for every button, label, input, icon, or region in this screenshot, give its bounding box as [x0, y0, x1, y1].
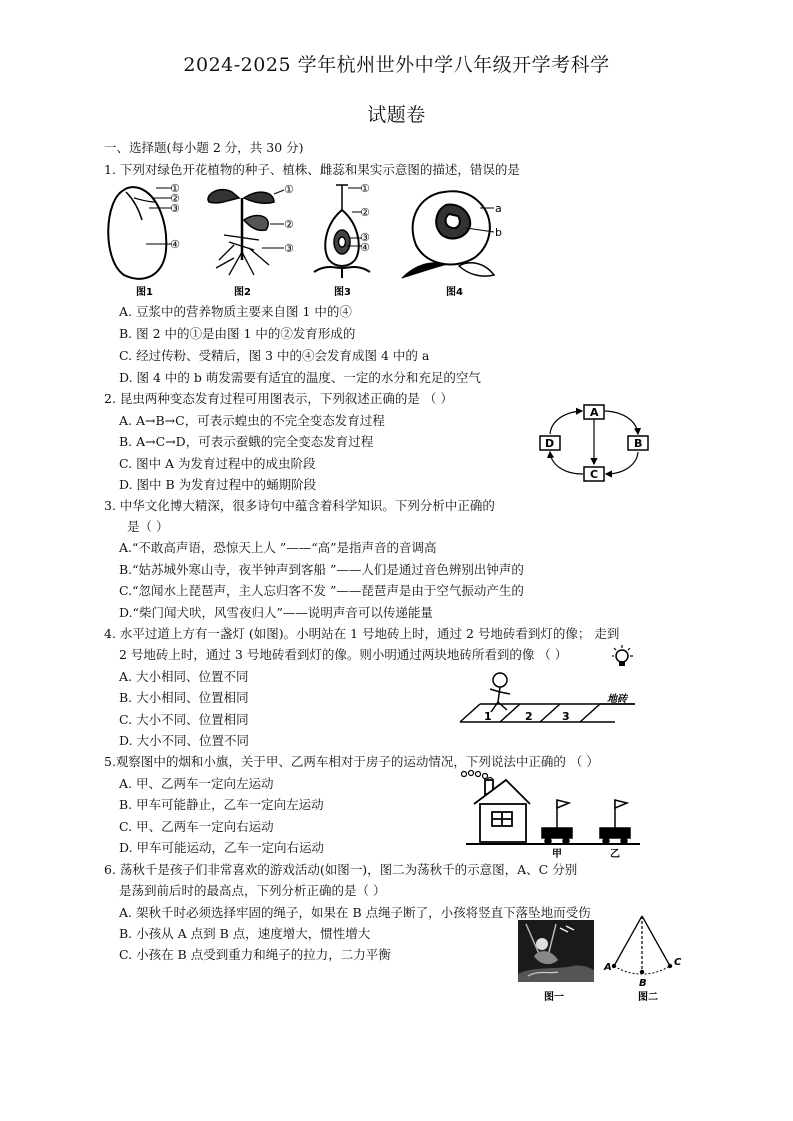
fig2-marker-1: ① [284, 183, 294, 196]
fig1-seed [108, 187, 172, 279]
q4-stem-line2: 2 号地砖上时，通过 3 号地砖看到灯的像。则小明通过两块地砖所看到的像 （ ） [119, 647, 568, 662]
q1-plant-figures [104, 180, 504, 305]
fig1-marker-1: ① [170, 182, 180, 195]
fig2-seedling [208, 190, 284, 275]
q3-option-a: A.“不敢高声语，恐惊天上人 ”——“高”是指声音的音调高 [119, 540, 437, 555]
fig4-label-a: a [495, 202, 502, 215]
node-b: B [634, 437, 643, 450]
point-c: C [674, 957, 682, 968]
q6-stem-line2: 是荡到前后时的最高点，下列分析正确的是（ ） [119, 883, 386, 898]
person-figure [490, 673, 510, 712]
fig4-label: 图4 [446, 287, 463, 298]
fig3-marker-1: ① [360, 182, 370, 195]
q2-option-b: B. A→C→D，可表示蚕蛾的完全变态发育过程 [119, 434, 374, 449]
q2-stem: 2. 昆虫两种变态发育过程可用图表示，下列叙述正确的是 （ ） [104, 391, 453, 406]
q6-option-c: C. 小孩在 B 点受到重力和绳子的拉力，二力平衡 [119, 947, 391, 962]
point-b: B [639, 978, 647, 989]
point-a: A [604, 962, 612, 973]
fig4-fruit [402, 191, 494, 278]
q3-stem-line1: 3. 中华文化博大精深，很多诗句中蕴含着科学知识。下列分析中正确的 [104, 498, 495, 513]
q4-option-b: B. 大小相同、位置相同 [119, 690, 249, 705]
q5-option-b: B. 甲车可能静止，乙车一定向左运动 [119, 797, 324, 812]
tile-3: 3 [562, 710, 570, 723]
fig1-label: 图1 [136, 287, 153, 298]
floor-label: 地砖 [607, 694, 627, 705]
exam-subtitle: 试题卷 [367, 104, 426, 126]
q3-stem-line2: 是（ ） [127, 519, 169, 534]
q2-cycle-diagram [535, 402, 660, 484]
exam-title: 2024-2025 学年杭州世外中学八年级开学考科学 [183, 54, 610, 76]
car-jia [542, 800, 572, 844]
q1-option-a: A. 豆浆中的营养物质主要来自图 1 中的④ [119, 304, 352, 319]
q5-option-a: A. 甲、乙两车一定向左运动 [119, 776, 274, 791]
house [474, 780, 530, 842]
q1-stem: 1. 下列对绿色开花植物的种子、植株、雌蕊和果实示意图的描述，错误的是 [104, 162, 520, 177]
fig2-label: 图2 [234, 287, 251, 298]
q4-floor-tiles [455, 664, 645, 728]
q5-stem: 5.观察图中的烟和小旗，关于甲、乙两车相对于房子的运动情况，下列说法中正确的 （ ） [104, 754, 599, 769]
node-a: A [590, 406, 599, 419]
fig4-label-b: b [495, 226, 502, 239]
q4-option-a: A. 大小相同、位置不同 [119, 669, 249, 684]
fig2-marker-2: ② [284, 218, 294, 231]
fig3-label: 图3 [334, 287, 351, 298]
section-header: 一、选择题(每小题 2 分，共 30 分) [104, 140, 304, 155]
fig1-marker-4: ④ [170, 238, 180, 251]
q3-option-c: C.“忽闻水上琵琶声，主人忘归客不发 ”——琵琶声是由于空气振动产生的 [119, 583, 524, 598]
q1-option-b: B. 图 2 中的①是由图 1 中的②发育形成的 [119, 326, 356, 341]
fig2-marker-3: ③ [284, 242, 294, 255]
fig3-marker-2: ② [360, 206, 370, 219]
q1-option-c: C. 经过传粉、受精后，图 3 中的④会发育成图 4 中的 a [119, 348, 430, 363]
fig-yi-label: 图一 [544, 992, 564, 1003]
car-label-jia: 甲 [552, 849, 562, 860]
q4-stem-line1: 4. 水平过道上方有一盏灯 (如图)。小明站在 1 号地砖上时，通过 2 号地砖看到灯的像； 走到 [104, 626, 620, 641]
q3-option-b: B.“姑苏城外寒山寺，夜半钟声到客船 ”——人们是通过音色辨别出钟声的 [119, 562, 524, 577]
q5-option-d: D. 甲车可能运动，乙车一定向右运动 [119, 840, 325, 855]
q6-swing-photo [518, 918, 594, 1004]
fig1-marker-2: ② [170, 192, 180, 205]
node-c: C [590, 468, 599, 481]
q2-option-a: A. A→B→C，可表示蝗虫的不完全变态发育过程 [119, 413, 385, 428]
q6-option-b: B. 小孩从 A 点到 B 点，速度增大，惯性增大 [119, 926, 371, 941]
tile-2: 2 [525, 710, 533, 723]
q2-option-c: C. 图中 A 为发育过程中的成虫阶段 [119, 456, 316, 471]
fig3-marker-4: ④ [360, 241, 370, 254]
q5-house-cars [458, 768, 643, 860]
q6-stem-line1: 6. 荡秋千是孩子们非常喜欢的游戏活动(如图一)，图二为荡秋千的示意图，A、C 分别 [104, 862, 578, 877]
fig3-marker-3: ③ [360, 231, 370, 244]
node-d: D [545, 437, 555, 450]
fig1-marker-3: ③ [170, 202, 180, 215]
q6-swing-diagram [602, 910, 688, 1004]
q4-option-c: C. 大小不同、位置相同 [119, 712, 249, 727]
car-label-yi: 乙 [610, 849, 620, 860]
q1-option-d: D. 图 4 中的 b 萌发需要有适宜的温度、一定的水分和充足的空气 [119, 370, 481, 385]
q4-option-d: D. 大小不同、位置不同 [119, 733, 250, 748]
fig-er-label: 图二 [638, 992, 658, 1003]
car-yi [600, 800, 630, 844]
q5-option-c: C. 甲、乙两车一定向右运动 [119, 819, 274, 834]
tile-1: 1 [484, 710, 492, 723]
q2-option-d: D. 图中 B 为发育过程中的蛹期阶段 [119, 477, 317, 492]
q6-option-a: A. 架秋千时必须选择牢固的绳子，如果在 B 点绳子断了，小孩将竖直下落坠地而受伤 [119, 905, 591, 920]
q3-option-d: D.“柴门闻犬吠，风雪夜归人”——说明声音可以传递能量 [119, 605, 433, 620]
